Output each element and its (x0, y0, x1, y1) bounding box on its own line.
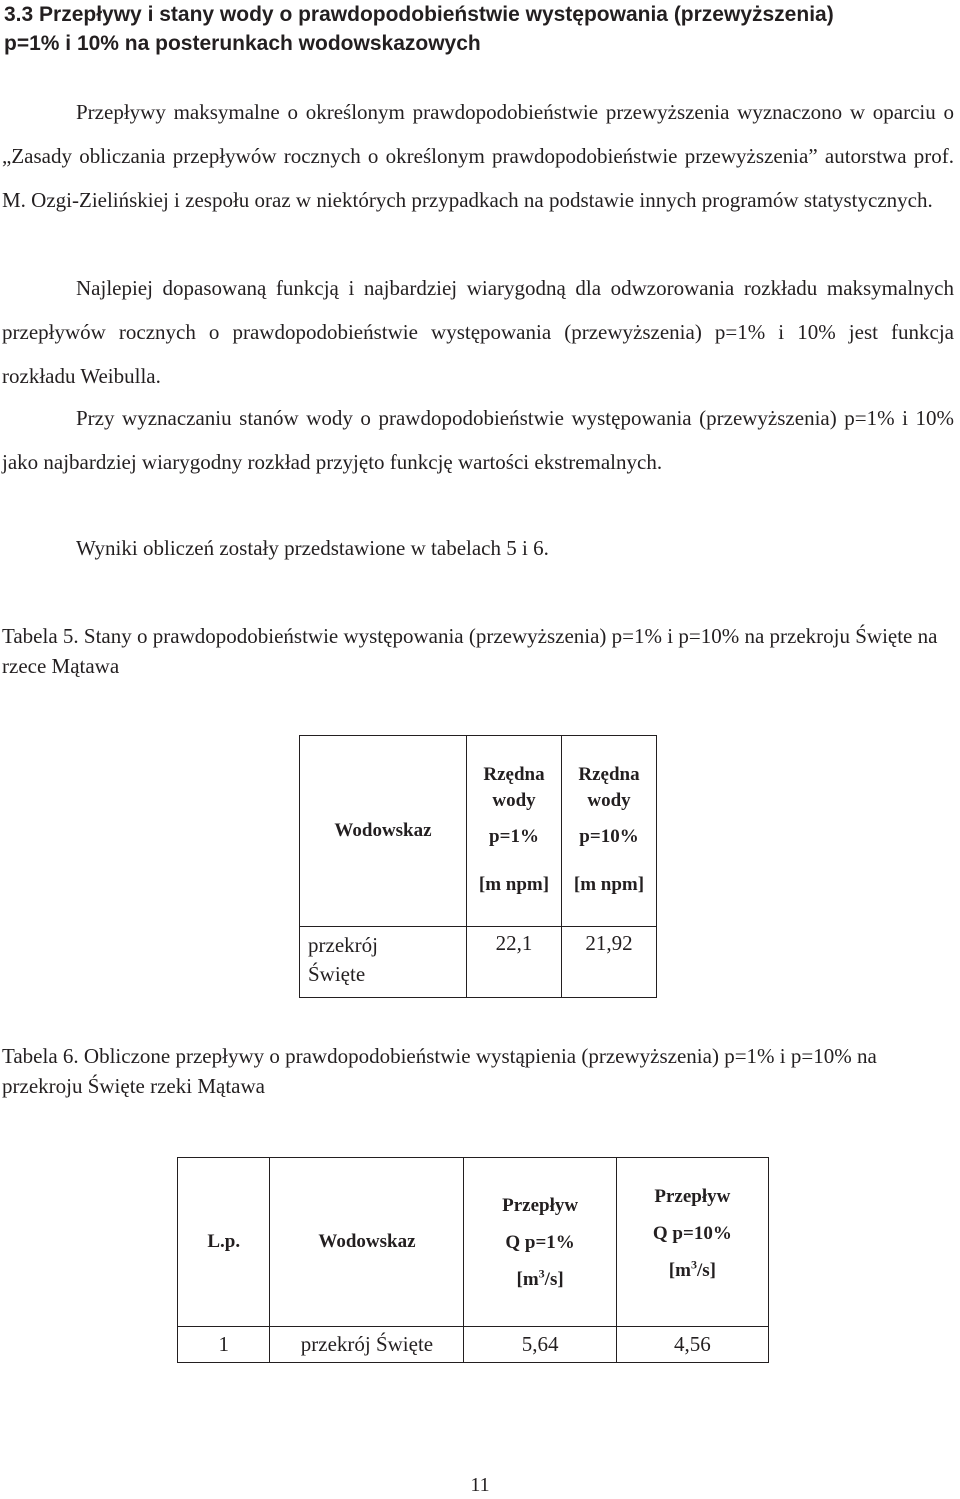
table-5-cell-station (300, 927, 467, 998)
paragraph-3-text: Przy wyznaczaniu stanów wody o prawdopodobieństwie występowania (przewyższenia) p=1% i 10% jako najbardziej wiarygodny rozkład przyjęto funkcję wartości ekstremalnych. (2, 406, 954, 474)
table-6-h4-line2: Q p=10% (652, 1223, 732, 1244)
table-5-caption-label: Tabela 5. (2, 624, 79, 648)
page-number: 11 (470, 1474, 490, 1496)
table-6-h3-line2: Q p=1% (505, 1231, 575, 1253)
table-row (178, 1327, 769, 1363)
table-5-h3-line4: [m npm] (573, 874, 645, 895)
table-6-h3-unit-post: /s] (544, 1268, 564, 1290)
table-6-header-lp: L.p. (178, 1158, 270, 1327)
heading-line-1: 3.3 Przepływy i stany wody o prawdopodobieństwie występowania (przewyższenia) (4, 3, 834, 26)
table-6-cell-q1: 5,64 (464, 1327, 616, 1363)
paragraph-4-text: Wyniki obliczeń zostały przedstawione w tabelach 5 i 6. (76, 536, 549, 560)
table-6-cell-q10: 4,56 (616, 1327, 768, 1363)
table-5-caption (2, 621, 954, 681)
table-6-h4-unit-pre: [m (668, 1260, 691, 1281)
table-6-h3-line1: Przepływ (502, 1194, 579, 1216)
table-6-caption-text: Obliczone przepływy o prawdopodobieństwie wystąpienia (przewyższenia) p=1% i p=10% na przekroju Święte rzeki Mątawa (2, 1044, 877, 1098)
section-heading (4, 0, 944, 58)
table-5-cell-p10: 21,92 (562, 927, 657, 998)
table-6-h3-unit-pre: [m (516, 1268, 539, 1290)
table-5-station-line1: przekrój (308, 933, 378, 957)
paragraph-4 (2, 526, 954, 570)
paragraph-1-text: Przepływy maksymalne o określonym prawdopodobieństwie przewyższenia wyznaczono w oparciu o „Zasady obliczania przepływów rocznych o określonym prawdopodobieństwie przewyższenia” autorstwa prof. M. Ozgi-Zielińskiej i zespołu oraz w niektórych przypadkach na podstawie innych programów statystycznych. (2, 100, 954, 212)
table-5-h2-line1: Rzędna (483, 764, 545, 785)
paragraph-2-text: Najlepiej dopasowaną funkcją i najbardziej wiarygodną dla odwzorowania rozkładu maksymalnych przepływów rocznych o prawdopodobieństwie występowania (przewyższenia) p=1% i 10% jest funkcja rozkładu Weibulla. (2, 276, 954, 388)
table-6-h3-unit (464, 1261, 615, 1298)
table-6-caption-label: Tabela 6. (2, 1044, 79, 1068)
table-6-h4-line1: Przepływ (654, 1186, 731, 1207)
table-row (300, 927, 657, 998)
table-5-h2-line2: wody (492, 790, 536, 811)
table-5 (299, 735, 657, 998)
table-5-header-row (300, 736, 657, 927)
table-5-station-line2: Święte (308, 962, 366, 986)
table-6-header-wodowskaz: Wodowskaz (270, 1158, 464, 1327)
table-6-h4-unit (617, 1252, 768, 1289)
table-6-header-row (178, 1158, 769, 1327)
table-6-header-q1 (464, 1158, 616, 1327)
heading-line-2: p=1% i 10% na posterunkach wodowskazowych (4, 32, 481, 55)
table-6-cell-station: przekrój Święte (270, 1327, 464, 1363)
table-6-h3-unit-sup: 3 (538, 1266, 545, 1281)
table-5-h3-line3: p=10% (579, 826, 639, 847)
table-5-h2-line4: [m npm] (478, 874, 550, 895)
table-6-h4-unit-post: /s] (696, 1260, 716, 1281)
table-6-h4-unit-sup: 3 (690, 1257, 697, 1272)
paragraph-2 (2, 266, 954, 398)
paragraph-1 (2, 90, 954, 222)
table-5-h3-line1: Rzędna (578, 764, 640, 785)
table-5-header-wodowskaz: Wodowskaz (300, 736, 467, 927)
table-5-h3-line2: wody (587, 790, 631, 811)
table-5-caption-text: Stany o prawdopodobieństwie występowania (przewyższenia) p=1% i p=10% na przekroju Święte na rzece Mątawa (2, 624, 938, 678)
table-6-caption (2, 1041, 954, 1101)
table-5-header-p10 (562, 736, 657, 927)
table-6-cell-lp: 1 (178, 1327, 270, 1363)
table-5-h2-line3: p=1% (489, 826, 539, 847)
table-6 (177, 1157, 769, 1363)
paragraph-3 (2, 396, 954, 484)
table-6-header-q10 (616, 1158, 768, 1327)
table-5-header-p1 (467, 736, 562, 927)
table-5-cell-p1: 22,1 (467, 927, 562, 998)
